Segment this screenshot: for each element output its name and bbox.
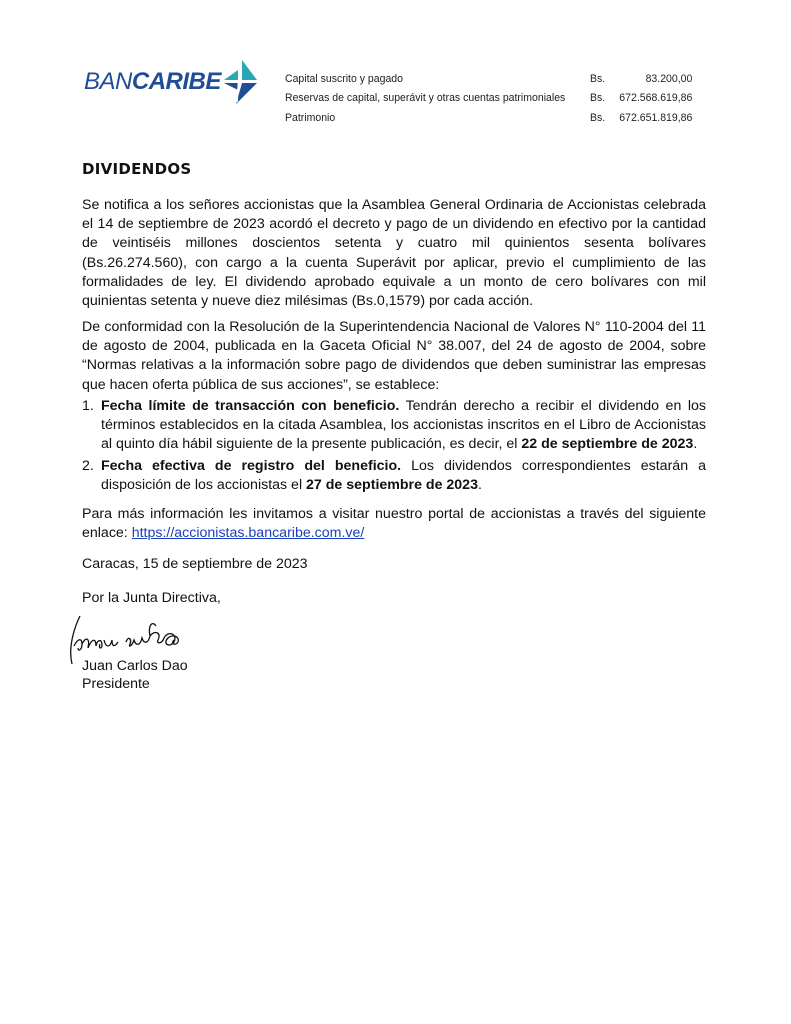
list-end: . — [477, 477, 482, 494]
list-text — [101, 397, 706, 455]
closing-line: Por la Junta Directiva, — [82, 590, 221, 606]
financial-currency: Bs. — [590, 72, 606, 85]
financial-value: 672.651.819,86 — [619, 111, 693, 124]
signer-name: Juan Carlos Dao — [82, 658, 188, 674]
financial-label: Patrimonio — [285, 111, 336, 124]
logo-text-ban: BAN — [84, 68, 132, 95]
list-end: . — [693, 436, 698, 453]
list-lead: Fecha límite de transacción con beneficio. — [101, 398, 400, 414]
paragraph-notice: Se notifica a los señores accionistas que la Asamblea General Ordinaria de Accionistas celebrada el 14 de septiembre de 2023 acordó el decreto y pago de un dividendo en efectivo por la cantidad de veintiséis millones doscientos setenta y cuatro mil quinientos sesenta bolívares (Bs.26.274.560), con cargo a la cuenta Superávit por aplicar, previo el cumplimiento de las formalidades de ley. El dividendo aprobado equivale a un monto de cero bolívares con mil quinientas setenta y nueve diez milésimas (Bs.0,1579) por cada acción. — [82, 197, 706, 310]
financial-currency: Bs. — [590, 111, 606, 124]
portal-link[interactable]: https://accionistas.bancaribe.com.ve/ — [131, 525, 365, 542]
signer-role: Presidente — [82, 676, 150, 692]
logo-wordmark — [84, 68, 221, 96]
paragraph-portal — [82, 505, 706, 543]
logo-text-caribe: CARIBE — [131, 68, 221, 95]
financial-label: Capital suscrito y pagado — [285, 72, 403, 85]
portal-text: Para más información les invitamos a visitar nuestro portal de accionistas a través del siguiente enlace: — [82, 506, 706, 542]
financial-row-reservas — [285, 89, 692, 109]
paragraph-resolution: De conformidad con la Resolución de la Superintendencia Nacional de Valores N° 110-2004 del 11 de agosto de 2004, publicada en la Gaceta Oficial N° 38.007, del 24 de agosto de 2004, sobre “Normas relativas a la información sobre pago de dividendos que deben suministrar las empresas que hacen oferta pública de sus acciones”, se establece: — [82, 319, 706, 393]
document-title: DIVIDENDOS — [82, 160, 192, 178]
list-date: 27 de septiembre de 2023 — [306, 477, 478, 494]
list-text — [101, 457, 706, 495]
logo-star-icon — [224, 60, 258, 104]
financial-value: 672.568.619,86 — [619, 92, 693, 105]
financial-row-capital — [285, 69, 692, 89]
financial-row-patrimonio — [285, 108, 692, 128]
financial-currency: Bs. — [590, 92, 606, 105]
financial-summary — [285, 69, 692, 128]
list-date: 22 de septiembre de 2023 — [521, 436, 694, 453]
list-number: 2. — [82, 458, 94, 474]
list-item-2 — [82, 457, 706, 495]
list-number: 1. — [82, 398, 94, 414]
bancaribe-logo — [84, 60, 258, 104]
financial-value: 83.200,00 — [645, 72, 693, 85]
place-date: Caracas, 15 de septiembre de 2023 — [82, 556, 308, 572]
list-body: Los dividendos correspondientes estarán a disposición de los accionistas el — [101, 458, 706, 494]
list-body: Tendrán derecho a recibir el dividendo en los términos establecidos en la citada Asamblea, los accionistas inscritos en el Libro de Accionistas al quinto día hábil siguiente de la presente publicación, es decir, el — [101, 398, 706, 453]
financial-label: Reservas de capital, superávit y otras cuentas patrimoniales — [285, 92, 566, 105]
list-lead: Fecha efectiva de registro del beneficio. — [101, 458, 402, 474]
list-item-1 — [82, 397, 706, 455]
